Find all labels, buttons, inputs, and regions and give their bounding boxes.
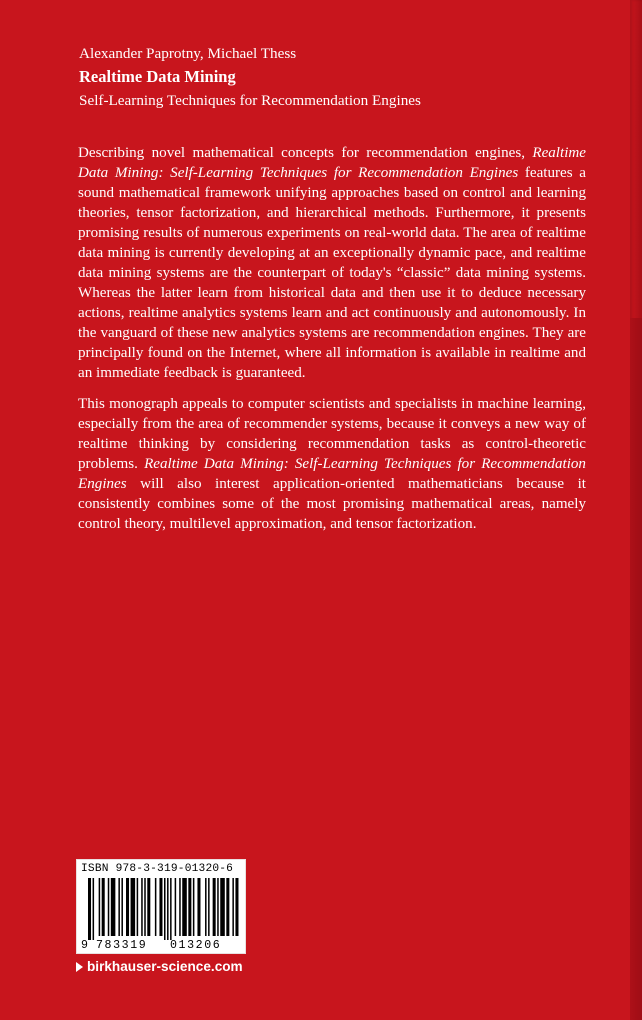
barcode-bar <box>111 878 116 936</box>
barcode-bar <box>205 878 207 936</box>
publisher-website[interactable] <box>76 958 243 976</box>
barcode-bar <box>88 878 91 940</box>
barcode-bar <box>126 878 129 936</box>
barcode-bar <box>164 878 166 940</box>
cover-header <box>79 44 599 111</box>
arrow-right-icon <box>76 962 83 972</box>
barcode-bar <box>118 878 120 936</box>
paragraph-2-body: will also interest application-oriented mathematicians because it consistently combines some of the most promising mathematical areas, namely control theory, multilevel approximation, and tensor factorization. <box>78 476 586 532</box>
description-paragraph-1 <box>78 143 586 383</box>
barcode-bar <box>170 878 172 940</box>
barcode-digits-right: 013206 <box>170 939 222 952</box>
barcode-bar <box>193 878 195 936</box>
paragraph-1-book-title: Realtime Data Mining: Self-Learning Techniques for Recommendation Engines <box>78 145 586 181</box>
barcode-bar <box>226 878 229 936</box>
barcode-bar <box>159 878 162 936</box>
barcode-bar <box>108 878 110 936</box>
paragraph-1-body: features a sound mathematical framework unifying approaches based on control and learning theories, tensor factorization, and hierarchical methods. Furthermore, it presents promising results of numerous experiments on real-world data. The area of realtime data mining is currently developing at an exceptionally dynamic pace, and realtime data mining systems are the counterpart of today's “classic” data mining systems. Whereas the latter learn from historical data and then use it to deduce necessary actions, realtime analytics systems learn and act continuously and autonomously. In the vanguard of these new analytics systems are recommendation engines. They are principally found on the Internet, where all information is available in realtime and an immediate feedback is guaranteed. <box>78 165 586 381</box>
authors: Alexander Paprotny, Michael Thess <box>79 45 297 62</box>
barcode-bar <box>220 878 225 936</box>
barcode-bar <box>144 878 146 936</box>
barcode-bar <box>217 878 219 936</box>
barcode-bar <box>155 878 157 936</box>
paragraph-2-book-title: Realtime Data Mining: Self-Learning Techniques for Recommendation Engines <box>78 456 586 492</box>
barcode-bar <box>197 878 200 936</box>
paragraph-1-intro: Describing novel mathematical concepts for recommendation engines, <box>78 145 533 161</box>
barcode-bar <box>208 878 210 936</box>
paragraph-2-intro: This monograph appeals to computer scientists and specialists in machine learning, especially from the area of recommender systems, because it conveys a new way of realtime thinking by considering recommendation tasks as control-theoretic problems. <box>78 396 586 472</box>
book-subtitle: Self-Learning Techniques for Recommendation Engines <box>79 92 421 109</box>
barcode-bar <box>131 878 136 936</box>
barcode-bar <box>213 878 216 936</box>
barcode-bar <box>147 878 150 936</box>
barcode-bar <box>188 878 191 936</box>
barcode-bar <box>182 878 187 936</box>
description-paragraph-2 <box>78 394 586 534</box>
spine-shadow <box>630 318 642 1020</box>
barcode-bar <box>102 878 105 936</box>
barcode-digits-left: 783319 <box>96 939 148 952</box>
barcode-bars <box>85 878 239 940</box>
description-blurb <box>78 143 586 545</box>
barcode-bar <box>141 878 143 936</box>
barcode-bar <box>121 878 123 936</box>
barcode-bar <box>175 878 177 936</box>
barcode-bar <box>232 878 234 936</box>
barcode-digit-first: 9 <box>81 939 88 952</box>
barcode-bar <box>167 878 169 940</box>
barcode-bar <box>179 878 181 936</box>
isbn-text: ISBN 978-3-319-01320-6 <box>81 863 234 875</box>
isbn-barcode <box>76 859 246 954</box>
barcode-bar <box>235 878 238 936</box>
barcode-bar <box>137 878 139 936</box>
book-title: Realtime Data Mining <box>79 67 236 86</box>
barcode-bar <box>99 878 101 936</box>
barcode-bar <box>93 878 95 940</box>
website-label[interactable]: birkhauser-science.com <box>87 959 243 974</box>
